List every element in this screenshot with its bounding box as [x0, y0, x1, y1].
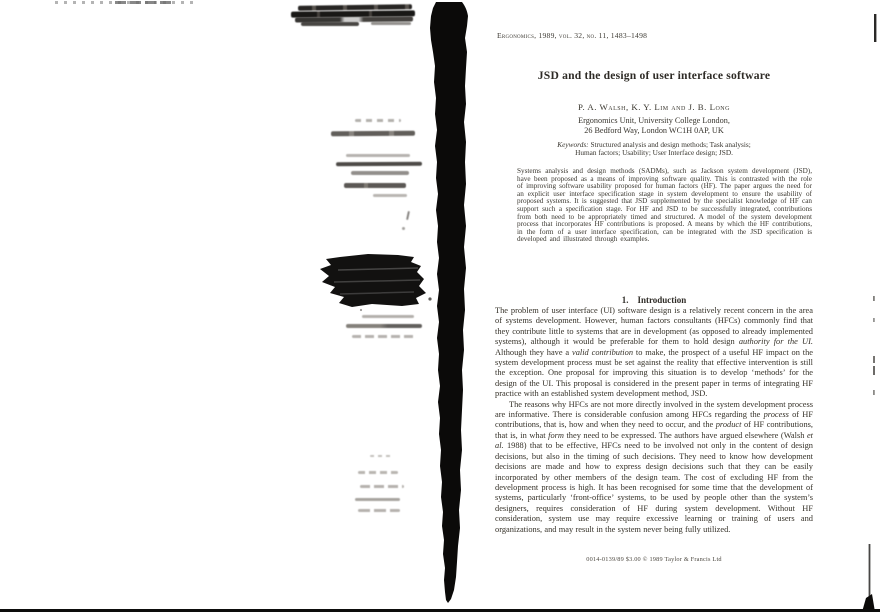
- paragraph-1: The problem of user interface (UI) software design is a relatively recent concern in the area of systems development. However, human factors consultants (HFCs) commonly find that they contribute little to systems that are in development (as opposed to already implemented systems), although it would be preferable for them to hold design authority for the UI. Although they have a valid contribution to make, the prospect of a useful HF impact on the system development process must be set against the reality that effective intervention is still the exception. One proposal for improving this situation is to develop ‘methods’ for the design of the UI. This proposal is considered in the present paper in terms of integrating HF practice with an established system development method, JSD.: [495, 306, 814, 399]
- binding-gutter-bar: [430, 2, 468, 603]
- page-edge-line-bottom: [869, 544, 871, 598]
- bottom-scan-line: [0, 609, 880, 612]
- abstract: Systems analysis and design methods (SADMs), such as Jackson system development (JSD), have been proposed as a means of improving software quality. This is contrasted with the role of improving software usability proposed for human factors (HF). The paper argues the need for an explicit user interface specification stage in system development to ensure the usability of proposed systems. It is suggested that JSD supplemented by the specialist knowledge of HF can support such a specification stage. For HF and JSD to be successfully integrated, contributions from both need to be appropriately timed and structured. A model of the system development process that incorporates HF contributions is proposed. A means by which the HF contributions, in the form of a user interface specification, can be integrated with the JSD specification is developed and illustrated through examples.: [517, 167, 812, 244]
- body-text-column: [495, 306, 813, 535]
- keywords-line-1-rest: Structured analysis and design methods; Task analysis;: [588, 140, 751, 149]
- page-edge-dash-4: [873, 366, 875, 375]
- paper-title: JSD and the design of user interface software: [537, 69, 771, 82]
- author-line: P. A. Walsh, K. Y. Lim and J. B. Long: [578, 102, 730, 112]
- affiliation-block: [495, 116, 813, 136]
- copyright-footer: 0014-0139/89 $3.00 © 1989 Taylor & Francis Ltd: [586, 556, 722, 563]
- page-edge-dash-2: [873, 318, 875, 322]
- keywords-block: [495, 141, 813, 157]
- page-edge-dash-top: [874, 14, 876, 42]
- blob-speck-2: [360, 309, 362, 311]
- journal-header: Ergonomics, 1989, vol. 32, no. 11, 1483–1498: [497, 31, 648, 40]
- section-heading: [495, 295, 813, 305]
- section-title: Introduction: [637, 295, 687, 305]
- section-number: 1.: [621, 295, 629, 305]
- paragraph-2: The reasons why HFCs are not more directly involved in the system development process are informative. There is considerable confusion among HFCs regarding the process of HF contributions, that is, how and when they need to occur, and the product of HF contributions, that is, in what form they need to be expressed. The authors have argued elsewhere (Walsh et al. 1988) that to be effective, HFCs need to be involved not only in the content of design decisions, but also in the timing of such decisions. They need to know how development decisions are made and how to express design decisions such that they can be easily incorporated by other members of the design team. The cost of excluding HF from the development process is high. It has been recognised for some time that the development of systems, particularly ‘front-office’ systems, to be used by people other than the system’s designers, requires consideration of HF during system development. Without HF consideration, system use may require excessive learning or training of users and organizations, and may result in the system never being fully utilized.: [495, 399, 813, 534]
- page-edge-dash-5: [873, 390, 875, 395]
- affiliation-line-2: 26 Bedford Way, London WC1H 0AP, UK: [584, 126, 724, 135]
- blob-speck-1: [428, 297, 431, 300]
- keywords-label: Keywords:: [557, 140, 589, 149]
- page-edge-dash-1: [873, 296, 875, 301]
- affiliation-line-1: Ergonomics Unit, University College London,: [578, 116, 730, 125]
- page-edge-dash-3: [873, 356, 875, 363]
- keywords-line-2: Human factors; Usability; User Interface design; JSD.: [575, 148, 733, 158]
